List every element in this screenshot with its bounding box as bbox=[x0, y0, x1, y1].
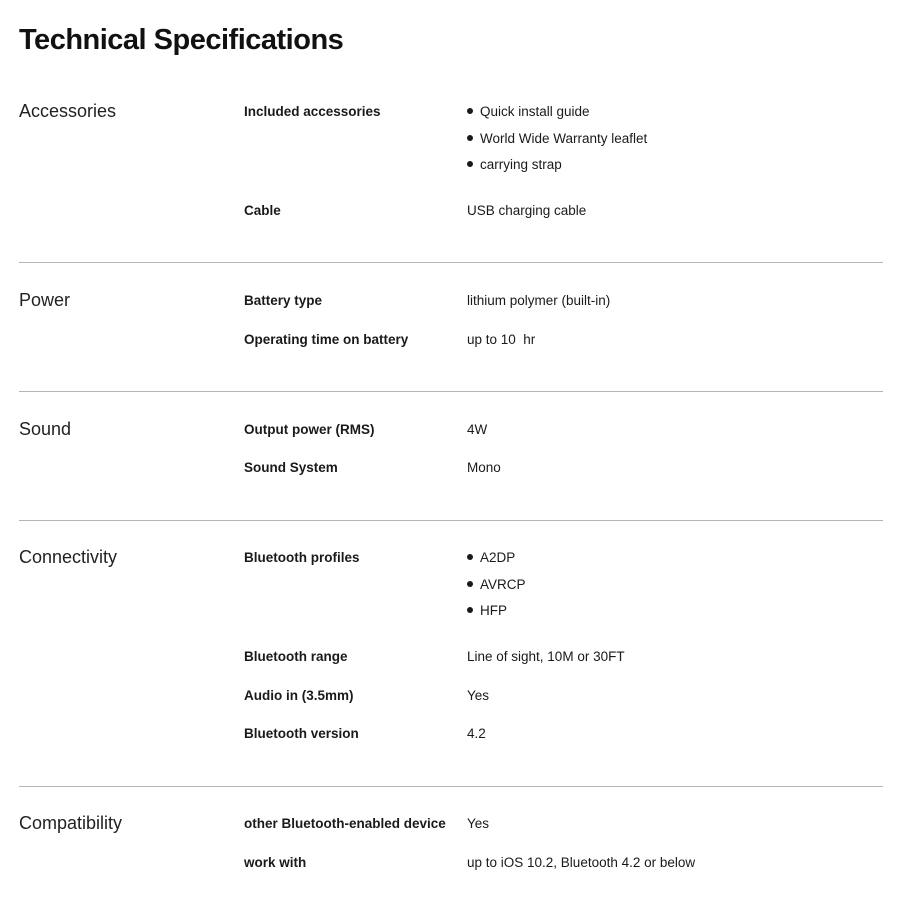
spec-value: Line of sight, 10M or 30FT bbox=[467, 649, 625, 664]
spec-value: 4W bbox=[467, 422, 488, 437]
list-item bbox=[467, 104, 647, 131]
list-item bbox=[467, 603, 526, 630]
bullet-icon bbox=[467, 554, 473, 560]
category-label: Connectivity bbox=[19, 547, 118, 567]
spec-value: USB charging cable bbox=[467, 203, 587, 218]
spec-label: Included accessories bbox=[244, 104, 381, 119]
bullet-text: Quick install guide bbox=[480, 104, 590, 119]
list-item bbox=[467, 550, 526, 577]
spec-label: Operating time on battery bbox=[244, 332, 409, 347]
bullet-list bbox=[467, 550, 526, 630]
bullet-list bbox=[467, 104, 647, 184]
spec-value: Mono bbox=[467, 460, 501, 475]
bullet-icon bbox=[467, 108, 473, 114]
category-label: Accessories bbox=[19, 101, 117, 121]
spec-label: Audio in (3.5mm) bbox=[244, 688, 354, 703]
section-divider bbox=[19, 262, 883, 263]
section-divider bbox=[19, 391, 883, 392]
bullet-icon bbox=[467, 161, 473, 167]
category-label: Sound bbox=[19, 419, 72, 439]
bullet-text: World Wide Warranty leaflet bbox=[480, 130, 648, 146]
spec-label: Bluetooth range bbox=[244, 649, 348, 664]
category-label: Power bbox=[19, 290, 71, 310]
bullet-icon bbox=[467, 607, 473, 613]
section-divider bbox=[19, 786, 883, 787]
spec-value: lithium polymer (built-in) bbox=[467, 293, 611, 308]
category-label: Compatibility bbox=[19, 813, 123, 833]
list-item bbox=[467, 131, 647, 158]
bullet-text: HFP bbox=[480, 603, 507, 618]
spec-value: up to iOS 10.2, Bluetooth 4.2 or below bbox=[467, 855, 696, 870]
list-item bbox=[467, 577, 526, 604]
spec-label: Output power (RMS) bbox=[244, 422, 375, 437]
page-title: Technical Specifications bbox=[19, 24, 344, 56]
spec-label: Battery type bbox=[244, 293, 323, 308]
spec-label: Bluetooth version bbox=[244, 726, 359, 741]
spec-value: 4.2 bbox=[467, 726, 486, 741]
bullet-icon bbox=[467, 581, 473, 587]
spec-label: other Bluetooth-enabled device bbox=[244, 816, 446, 831]
spec-label: Sound System bbox=[244, 460, 338, 475]
spec-label: work with bbox=[244, 855, 307, 870]
section-divider bbox=[19, 520, 883, 521]
spec-value: Yes bbox=[467, 816, 490, 831]
bullet-icon bbox=[467, 135, 473, 141]
spec-label: Cable bbox=[244, 203, 281, 218]
bullet-text: A2DP bbox=[480, 550, 516, 565]
bullet-text: carrying strap bbox=[480, 157, 562, 172]
spec-value: Yes bbox=[467, 688, 490, 703]
bullet-text: AVRCP bbox=[480, 576, 526, 592]
spec-value: up to 10 hr bbox=[467, 332, 536, 347]
spec-label: Bluetooth profiles bbox=[244, 550, 360, 565]
list-item bbox=[467, 157, 647, 184]
